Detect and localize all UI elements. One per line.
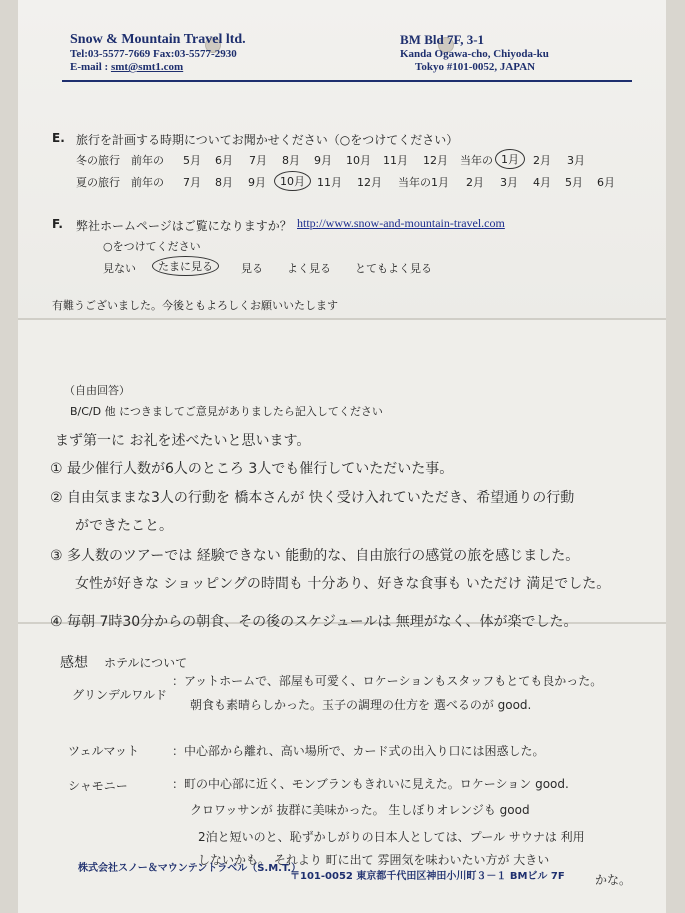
summer-month[interactable]: 1月 bbox=[431, 176, 449, 189]
winter-month-selected[interactable]: 1月 bbox=[495, 149, 525, 169]
winter-month[interactable]: 9月 bbox=[314, 154, 332, 167]
website-option[interactable]: よく見る bbox=[287, 262, 331, 275]
hotel-comment: ：アットホームで、部屋も可愛く、ロケーションもスタッフもとても良かった。 bbox=[172, 674, 603, 688]
hotel-name: ツェルマット bbox=[68, 744, 140, 758]
footer-address: 〒101-0052 東京都千代田区神田小川町３－１ BMビル 7F bbox=[290, 871, 565, 882]
website-option[interactable]: 見る bbox=[241, 262, 263, 275]
website-option-selected[interactable]: たまに見る bbox=[152, 256, 219, 276]
hotel-name: シャモニー bbox=[68, 779, 128, 793]
handwritten-line: まず第一に お礼を述べたいと思います。 bbox=[55, 433, 311, 449]
hotel-name: グリンデルワルド bbox=[72, 688, 168, 702]
winter-month[interactable]: 7月 bbox=[249, 154, 267, 167]
winter-month[interactable]: 8月 bbox=[282, 154, 300, 167]
summer-month[interactable]: 12月 bbox=[357, 176, 382, 189]
hotel-comment: 朝食も素晴らしかった。玉子の調理の仕方を 選べるのが good. bbox=[190, 698, 532, 712]
address-line-1: BM Bld 7F, 3-1 bbox=[400, 32, 485, 47]
hotel-comment: クロワッサンが 抜群に美味かった。 生しぼりオレンジも good bbox=[190, 803, 530, 817]
handwritten-line: ③ 多人数のツアーでは 経験できない 能動的な、自由旅行の感覚の旅を感じました。 bbox=[50, 548, 580, 564]
winter-prev-year: 前年の bbox=[131, 154, 164, 167]
winter-current-year: 当年の bbox=[460, 154, 493, 167]
summer-month[interactable]: 7月 bbox=[183, 176, 201, 189]
handwritten-line: ② 自由気ままな3人の行動を 橋本さんが 快く受け入れていただき、希望通りの行動 bbox=[50, 490, 575, 506]
section-e-question: 旅行を計画する時期についてお聞かせください（○をつけてください） bbox=[76, 133, 459, 147]
company-email-row bbox=[70, 61, 183, 73]
free-answer-heading: （自由回答） bbox=[64, 384, 130, 397]
summer-month[interactable]: 11月 bbox=[317, 176, 342, 189]
summer-month[interactable]: 8月 bbox=[215, 176, 233, 189]
footer-company: 株式会社スノー＆マウンテントラベル（S.M.T.） bbox=[78, 863, 302, 874]
section-f-question: 弊社ホームページはご覧になりますか？ bbox=[76, 219, 292, 233]
address-line-2: Kanda Ogawa-cho, Chiyoda-ku bbox=[400, 48, 549, 60]
email-label: E-mail : bbox=[70, 61, 109, 73]
summer-month[interactable]: 6月 bbox=[597, 176, 615, 189]
summer-month-selected[interactable]: 10月 bbox=[274, 171, 311, 191]
section-f-label: F. bbox=[52, 217, 63, 231]
handwritten-line: 女性が好きな ショッピングの時間も 十分あり、好きな食事も いただけ 満足でした。 bbox=[75, 576, 611, 592]
summer-month[interactable]: 9月 bbox=[248, 176, 266, 189]
summer-prev-year: 前年の bbox=[131, 176, 164, 189]
website-option[interactable]: とてもよく見る bbox=[355, 262, 432, 275]
fold-line bbox=[18, 318, 666, 320]
summer-month[interactable]: 4月 bbox=[533, 176, 551, 189]
summer-current-year: 当年の bbox=[398, 176, 431, 189]
summer-month[interactable]: 2月 bbox=[466, 176, 484, 189]
winter-month[interactable]: 2月 bbox=[533, 154, 551, 167]
website-option[interactable]: 見ない bbox=[103, 262, 136, 275]
hotel-comment: しないかも。 それより 町に出て 雰囲気を味わいたい方が 大きい bbox=[198, 853, 550, 867]
company-tel-fax: Tel:03-5577-7669 Fax:03-5577-2930 bbox=[70, 48, 237, 60]
winter-month[interactable]: 3月 bbox=[567, 154, 585, 167]
section-f-instruction: ○をつけてください bbox=[103, 240, 201, 253]
hotel-comment: ：中心部から離れ、高い場所で、カード式の出入り口には困惑した。 bbox=[172, 744, 545, 758]
section-e-label: E. bbox=[52, 131, 65, 145]
summer-row-label: 夏の旅行 bbox=[76, 176, 120, 189]
free-answer-prompt: B/C/D 他 につきましてご意見がありましたら記入してください bbox=[70, 405, 383, 418]
website-link[interactable]: http://www.snow-and-mountain-travel.com bbox=[297, 216, 505, 230]
email-link[interactable]: smt@smt1.com bbox=[110, 61, 184, 73]
thanks-message: 有難うございました。今後ともよろしくお願いいたします bbox=[52, 299, 338, 312]
handwritten-line: ができたこと。 bbox=[75, 518, 173, 534]
hotel-comment: 2泊と短いのと、恥ずかしがりの日本人としては、プール サウナは 利用 bbox=[198, 830, 585, 844]
winter-month[interactable]: 6月 bbox=[215, 154, 233, 167]
impressions-label: 感想 bbox=[60, 655, 88, 671]
summer-month[interactable]: 3月 bbox=[500, 176, 518, 189]
winter-month[interactable]: 11月 bbox=[383, 154, 408, 167]
address-line-3: Tokyo #101-0052, JAPAN bbox=[415, 61, 536, 73]
winter-row-label: 冬の旅行 bbox=[76, 154, 120, 167]
handwritten-line: ① 最少催行人数が6人のところ 3人でも催行していただいた事。 bbox=[50, 461, 454, 477]
winter-month[interactable]: 12月 bbox=[423, 154, 448, 167]
hotel-comment: ：町の中心部に近く、モンブランもきれいに見えた。ロケーション good. bbox=[172, 777, 569, 791]
handwritten-line: ④ 毎朝 7時30分からの朝食、その後のスケジュールは 無理がなく、体が楽でした。 bbox=[50, 614, 578, 630]
letterhead-rule bbox=[62, 80, 632, 82]
summer-month[interactable]: 5月 bbox=[565, 176, 583, 189]
company-name: Snow & Mountain Travel ltd. bbox=[70, 32, 246, 47]
winter-month[interactable]: 10月 bbox=[346, 154, 371, 167]
hotel-label: ホテルについて bbox=[104, 656, 188, 670]
hotel-comment: かな。 bbox=[595, 873, 632, 887]
winter-month[interactable]: 5月 bbox=[183, 154, 201, 167]
